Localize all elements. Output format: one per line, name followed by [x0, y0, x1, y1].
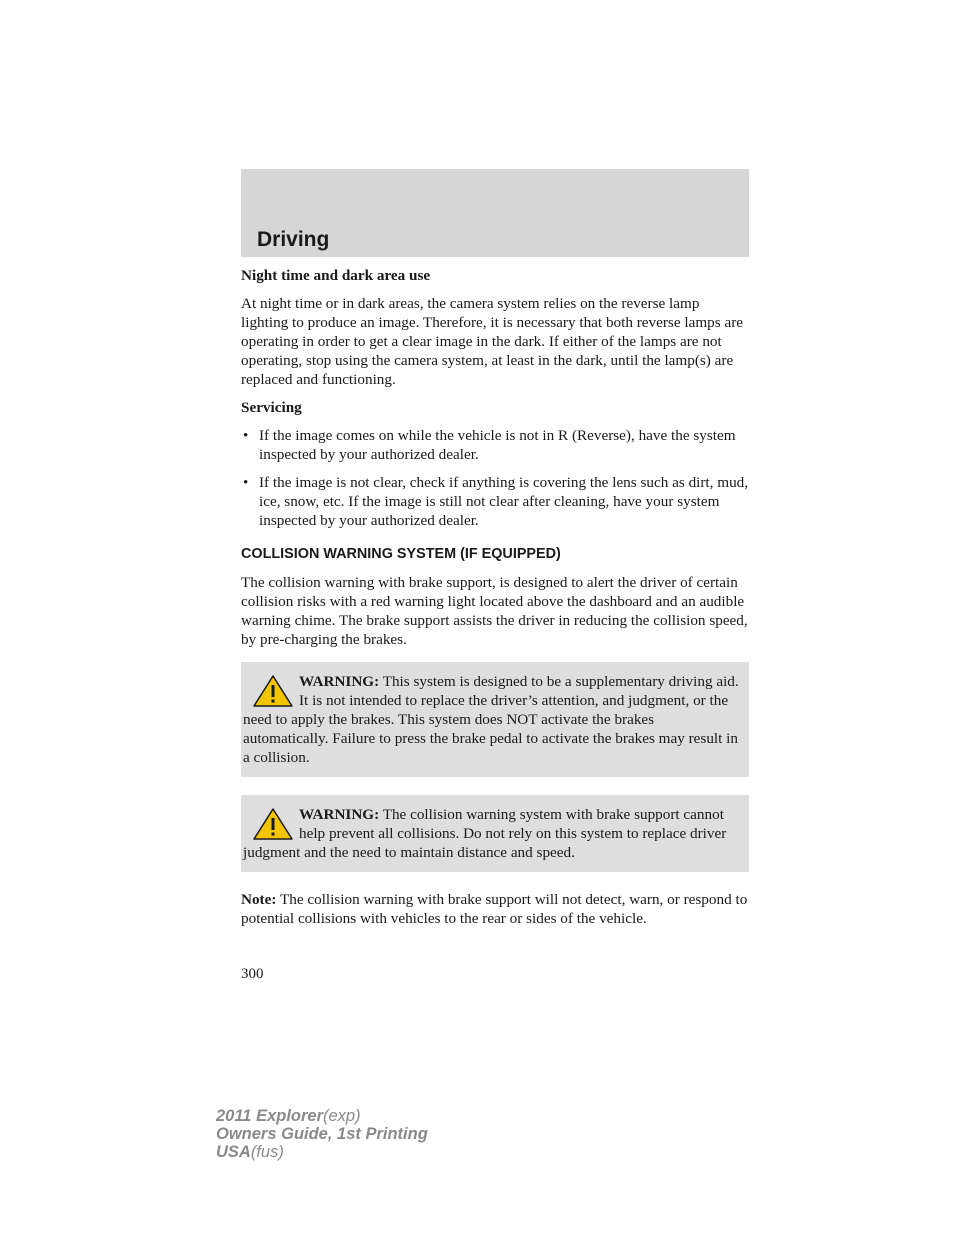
footer-line-3 [216, 1143, 428, 1161]
servicing-heading: Servicing [241, 399, 302, 416]
collision-paragraph: The collision warning with brake support, is designed to alert the driver of certain collision risks with a red warning light located above the dashboard and an audible warning chime. The brake support assists the driver in reducing the collision speed, by pre-charging the brakes. [241, 574, 748, 648]
section-title: Driving [257, 228, 330, 251]
footer-line-2 [216, 1125, 428, 1143]
night-heading: Night time and dark area use [241, 267, 431, 284]
page-content [241, 266, 749, 937]
servicing-bullet [241, 473, 749, 530]
warning-label: WARNING: [299, 673, 380, 690]
footer-market-code: (fus) [250, 1143, 284, 1161]
warning-text: The collision warning system with brake support cannot help prevent all collisions. Do not rely on this system to replace driver judgment and the need to maintain distance and speed. [243, 806, 727, 861]
footer-model: 2011 Explorer [216, 1107, 324, 1125]
bullet-text: If the image comes on while the vehicle is not in R (Reverse), have the system inspected by your authorized dealer. [259, 427, 736, 463]
bullet-icon: • [243, 474, 249, 491]
warning-triangle-icon [251, 674, 295, 708]
servicing-bullet [241, 426, 749, 464]
note-text: The collision warning with brake support will not detect, warn, or respond to potential collisions with vehicles to the rear or sides of the vehicle. [241, 891, 748, 927]
footer-market: USA [216, 1143, 251, 1161]
night-paragraph: At night time or in dark areas, the camera system relies on the reverse lamp lighting to produce an image. Therefore, it is necessary that both reverse lamps are operating in order to get a clear image in the dark. If either of the lamps are not operating, stop using the camera system, at least in the dark, until the lamp(s) are replaced and functioning. [241, 295, 743, 388]
collision-heading: COLLISION WARNING SYSTEM (IF EQUIPPED) [241, 546, 561, 562]
bullet-icon: • [243, 427, 249, 444]
warning-box [241, 795, 749, 872]
footer-guide: Owners Guide, 1st Printing [216, 1125, 428, 1143]
footer-line-1 [216, 1107, 428, 1125]
footer-model-code: (exp) [323, 1107, 361, 1125]
warning-box [241, 662, 749, 777]
warning-triangle-icon [251, 807, 295, 841]
section-header-band [241, 169, 749, 257]
print-footer [216, 1107, 428, 1161]
warning-text: This system is designed to be a supplementary driving aid. It is not intended to replace the driver’s attention, and judgment, or the need to apply the brakes. This system does NOT activate the brakes automatically. Failure to press the brake pedal to activate the brakes may result in a collision. [243, 673, 739, 766]
note-paragraph [241, 890, 749, 928]
note-label: Note: [241, 891, 277, 908]
warning-label: WARNING: [299, 806, 380, 823]
bullet-text: If the image is not clear, check if anything is covering the lens such as dirt, mud, ice, snow, etc. If the image is still not clear after cleaning, have your system inspected by your authorized dealer. [259, 474, 749, 529]
page-number: 300 [241, 966, 264, 982]
